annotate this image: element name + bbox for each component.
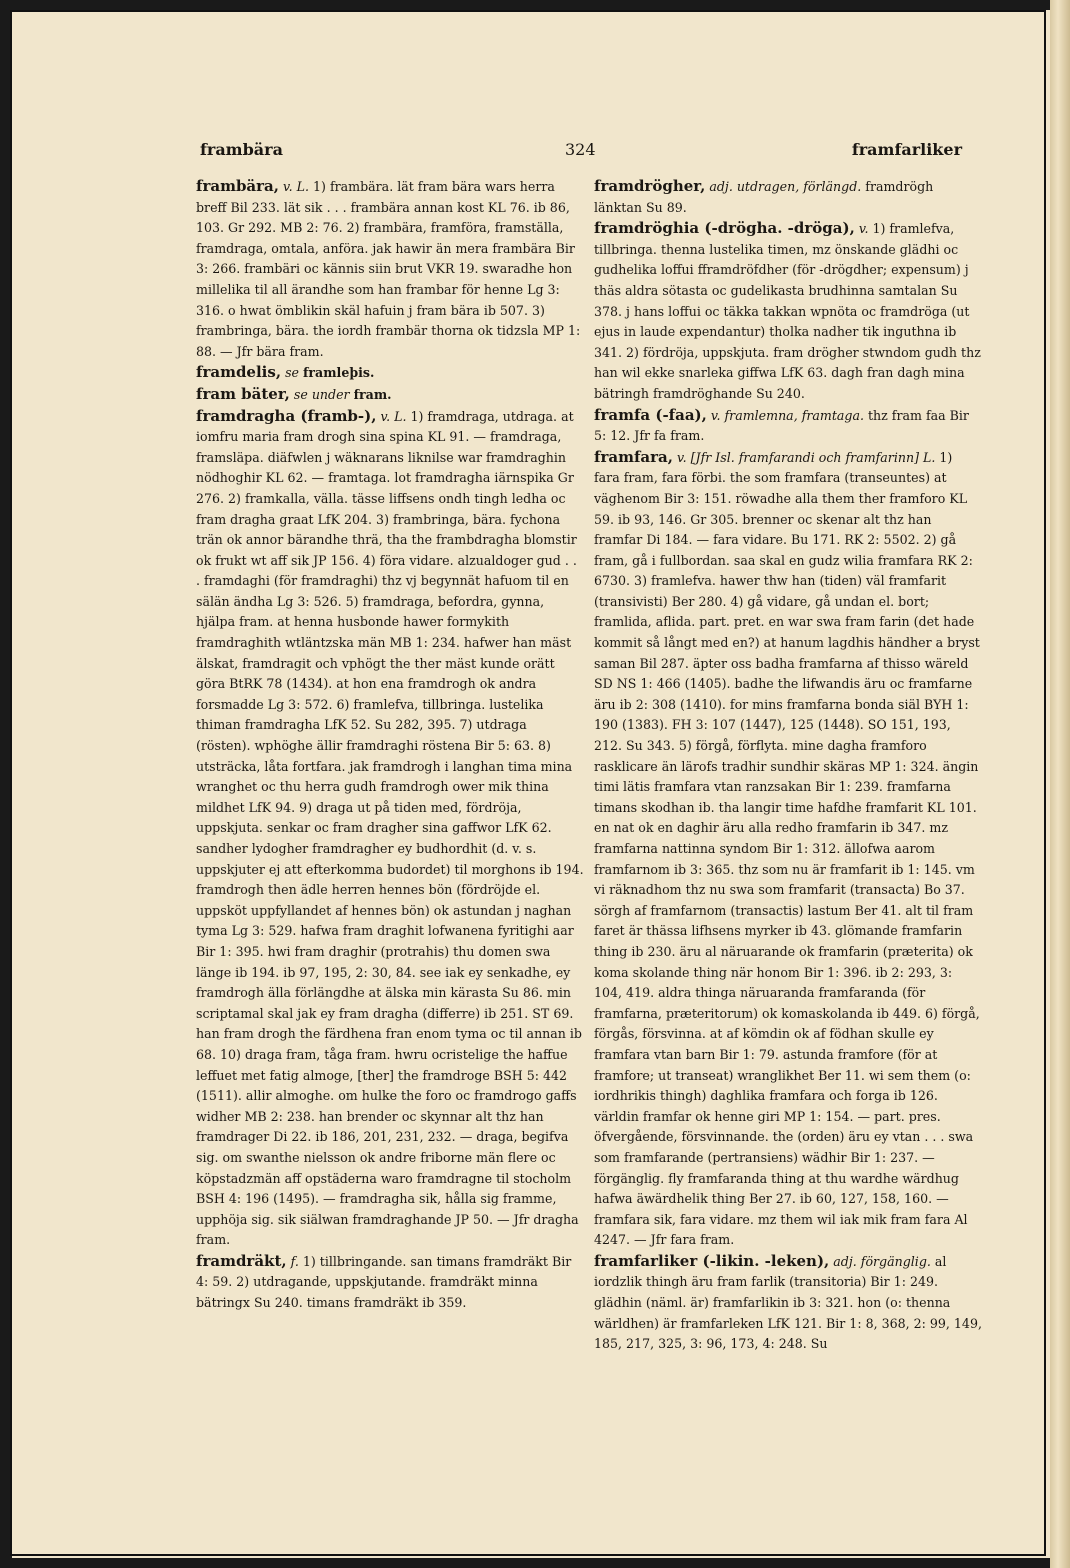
dictionary-entry (196, 362, 584, 384)
dictionary-entry (196, 176, 584, 362)
entry-text: 1) tillbringande. san timans framdräkt Bir 4: 59. 2) utdragande, uppskjutande. framdräkt minna bätringx Su 240. timans framdräkt ib 359. (196, 1253, 572, 1311)
entry-text: thz fram faa Bir 5: 12. Jfr fa fram. (594, 407, 969, 444)
entry-text: framleþis. (303, 365, 375, 381)
entry-lemma: framdelis, (196, 363, 282, 382)
entry-grammar: adj. utdragen, förlängd. (709, 179, 862, 194)
entry-lemma: framdrögher, (594, 177, 706, 195)
page-number: 324 (565, 140, 596, 159)
dictionary-entry (594, 405, 982, 447)
dictionary-entry (196, 406, 584, 1251)
entry-grammar: v. L. (283, 179, 310, 194)
entry-text: al iordzlik thingh äru fram farlik (transitoria) Bir 1: 249. glädhin (näml. är) framfarlikin ib 3: 321. hon (o: thenna wärldhen) är framfarleken LfK 121. Bir 1: 8, 368, 2: 99, 149, 185, 217, 325, 3: 96, 173, 4: 248. Su (594, 1253, 982, 1352)
entry-text: 1) framlefva, tillbringa. thenna lustelika timen, mz önskande glädhi oc gudhelika loffui fframdröfdher (för -drögdher; expensum) j thäs aldra sötasta oc gudelikasta brudhinna samtalan Su 378. j hans loffui oc täkka takkan wpnöta oc framdröga (ut ejus in laude expendantur) tholka nadher tik inguthna ib 341. 2) fördröja, uppskjuta. fram drögher stwndom gudh thz han wil ekke snarleka giffwa LfK 63. dagh fran dagh mina bätringh framdröghande Su 240. (594, 221, 981, 401)
right-column (594, 176, 982, 1376)
entry-text: fram. (353, 386, 392, 402)
entry-text: 1) frambära. lät fram bära wars herra breff Bil 233. lät sik . . . frambära annan kost KL 76. ib 86, 103. Gr 292. MB 2: 76. 2) frambära, framföra, framställa, framdraga, omtala, anföra. jak hawir än mera frambära Bir 3: 266. frambäri oc kännis siin brut VKR 19. swaradhe hon millelika til all ärandhe som han frambar för henne Lg 3: 316. o hwat ömblikin skäl hafuin j fram bära ib 507. 3) frambringa, bära. the iordh frambär thorna ok tidzsla MP 1: 88. — Jfr bära fram. (196, 179, 581, 359)
dictionary-entry (594, 447, 982, 1251)
entry-text: 1) framdraga, utdraga. at iomfru maria fram drogh sina spina KL 91. — framdraga, framsläpa. diäfwlen j wäknarans liknilse war framdraghin nödhoghir KL 62. — framtaga. lot framdragha iärnspika Gr 276. 2) framkalla, välla. tässe liffsens ondh tingh ledha oc fram dragha graat LfK 204. 3) frambringa, bära. fychona trän ok annor bärandhe thrä, tha the frambdragha blomstir ok frukt wt aff sik JP 156. 4) föra vidare. alzualdoger gud . . . framdaghi (för framdraghi) thz vj begynnät hafuom til en sälän ändha Lg 3: 526. 5) framdraga, befordra, gynna, hjälpa fram. at henna husbonde hawer formykith framdraghith wtläntzska män MB 1: 234. hafwer han mäst älskat, framdragit och vphögt the ther mäst kunde orätt göra BtRK 78 (1434). at hon ena framdrogh ok andra forsmadde Lg 3: 572. 6) framlefva, tillbringa. lustelika thiman framdragha LfK 52. Su 282, 395. 7) utdraga (rösten). wphöghe ällir framdraghi röstena Bir 5: 63. 8) utsträcka, låta fortfara. jak framdrogh i langhan tima mina wranghet oc thu herra gudh framdrogh ower mik thina mildhet LfK 94. 9) draga ut på tiden med, fördröja, uppskjuta. senkar oc fram dragher sina gaffwor LfK 62. sandher lydogher framdragher ey budhordhit (d. v. s. uppskjuter ej att efterkomma budordet) til morghons ib 194. framdrogh then ädle herren hennes bön (fördröjde el. uppsköt uppfyllandet af hennes bön) ok astundan j naghan tyma Lg 3: 529. hafwa fram draghit lofwanena fyritighi aar Bir 1: 395. hwi fram draghir (protrahis) thu domen swa länge ib 194. ib 97, 195, 2: 30, 84. see iak ey senkadhe, ey framdrogh älla förlängdhe at älska min kärasta Su 86. min scriptamal skal jak ey fram dragha (differre) ib 251. ST 69. han fram drogh the färdhena fran enom tyma oc til annan ib 68. 10) draga fram, tåga fram. hwru ocristelige the haffue leffuet met fatig almoge, [ther] the framdroge BSH 5: 442 (1511). allir almoghe. om hulke the foro oc framdrogo gaffs widher MB 2: 238. han brender oc skynnar alt thz han framdrager Di 22. ib 186, 201, 231, 232. — draga, begifva sig. om swanthe nielsson ok andre friborne män flere oc köpstadzmän aff opstäderna waro framdragne til stocholm BSH 4: 196 (1495). — framdragha sik, hålla sig framme, upphöja sig. sik siälwan framdraghande JP 50. — Jfr dragha fram. (196, 408, 584, 1248)
entry-text: framdrögh länktan Su 89. (594, 179, 934, 215)
entry-grammar: v. [Jfr Isl. framfarandi och framfarinn] L. (676, 449, 936, 465)
page-header (200, 140, 962, 168)
entry-lemma: fram bäter, (196, 384, 290, 403)
entry-grammar: se (285, 365, 299, 381)
entry-text: 1) fara fram, fara förbi. the som framfara (transeuntes) at väghenom Bir 3: 151. röwadhe alla them ther framforo KL 59. ib 93, 146. Gr 305. brenner oc skenar alt thz han framfar Di 184. — fara vidare. Bu 171. RK 2: 5502. 2) gå fram, gå i fullbordan. saa skal en gudz wilia framfara RK 2: 6730. 3) framlefva. hawer thw han (tiden) väl framfarit (transivisti) Ber 280. 4) gå vidare, gå undan el. bort; framlida, aflida. part. pret. en war swa fram farin (det hade kommit så långt med en?) at hanum lagdhis händher a bryst saman Bil 287. äpter oss badha framfarna af thisso wäreld SD NS 1: 466 (1405). badhe the lifwandis äru oc framfarne äru ib 2: 308 (1410). for mins framfarna bonda siäl BYH 1: 190 (1383). FH 3: 107 (1447), 125 (1448). SO 151, 193, 212. Su 343. 5) förgå, förflyta. mine dagha framforo rasklicare än lärofs tradhir sundhir skäras MP 1: 324. ängin timi lätis framfara vtan ranzsakan Bir 1: 239. framfarna timans skodhan ib. tha langir time hafdhe framfarit KL 101. en nat ok en daghir äru alla redho framfarin ib 347. mz framfarna nattinna syndom Bir 1: 312. ällofwa aarom framfarnom ib 3: 365. thz som nu är framfarit ib 1: 145. vm vi räknadhom thz nu swa som framfarit (transacta) Bo 37. sörgh af framfarnom (transactis) lastum Ber 41. alt til fram faret är thässa lifhsens myrker ib 43. glömande framfarin thing ib 230. äru al näruarande ok framfarin (præterita) ok koma skolande thing när honom Bir 1: 396. ib 2: 293, 3: 104, 419. aldra thinga näruaranda framfaranda (för framfarna, præteritorum) ok komaskolanda ib 449. 6) förgå, förgås, försvinna. at af kömdin ok af födhan skulle ey framfara vtan barn Bir 1: 79. astunda framfore (för at framfore; ut transeat) wranglikhet Ber 11. wi sem them (o: iordhrikis thingh) daghlika framfara och forga ib 126. världin framfar ok henne giri MP 1: 154. — part. pres. öfvergående, försvinnande. the (orden) äru ey vtan . . . swa som framfarande (pertransiens) wädhir Bir 1: 237. — förgänglig. fly framfaranda thing at thu wardhe wärdhug hafwa äwärdhelik thing Ber 27. ib 60, 127, 158, 160. — framfara sik, fara vidare. mz them wil iak mik fram fara Al 4247. — Jfr fara fram. (594, 449, 980, 1248)
entry-grammar: v. (858, 221, 869, 237)
entry-grammar: v. L. (380, 408, 407, 424)
left-running-headword: frambära (200, 140, 283, 159)
entry-lemma: framfarliker (-likin. -leken), (594, 1251, 830, 1270)
left-column (196, 176, 584, 1376)
entry-grammar: se under (293, 386, 350, 402)
dictionary-entry (594, 1251, 982, 1355)
entry-lemma: framfa (-faa), (594, 405, 707, 424)
entry-grammar: v. framlemna, framtaga. (710, 407, 864, 423)
page-edge (1050, 0, 1070, 1568)
entry-lemma: framdräkt, (196, 1251, 287, 1270)
entry-lemma: framdragha (framb-), (196, 406, 377, 425)
entry-lemma: framfara, (594, 447, 673, 466)
dictionary-entry (196, 384, 584, 406)
dictionary-entry (594, 218, 982, 404)
entry-grammar: adj. förgänglig. (833, 1253, 931, 1269)
dictionary-entry (196, 1251, 584, 1314)
entry-grammar: f. (290, 1253, 299, 1269)
entry-lemma: framdröghia (-drögha. -dröga), (594, 219, 855, 238)
dictionary-entry (594, 176, 982, 218)
right-running-headword: framfarliker (851, 140, 962, 159)
entry-lemma: frambära, (196, 177, 279, 195)
